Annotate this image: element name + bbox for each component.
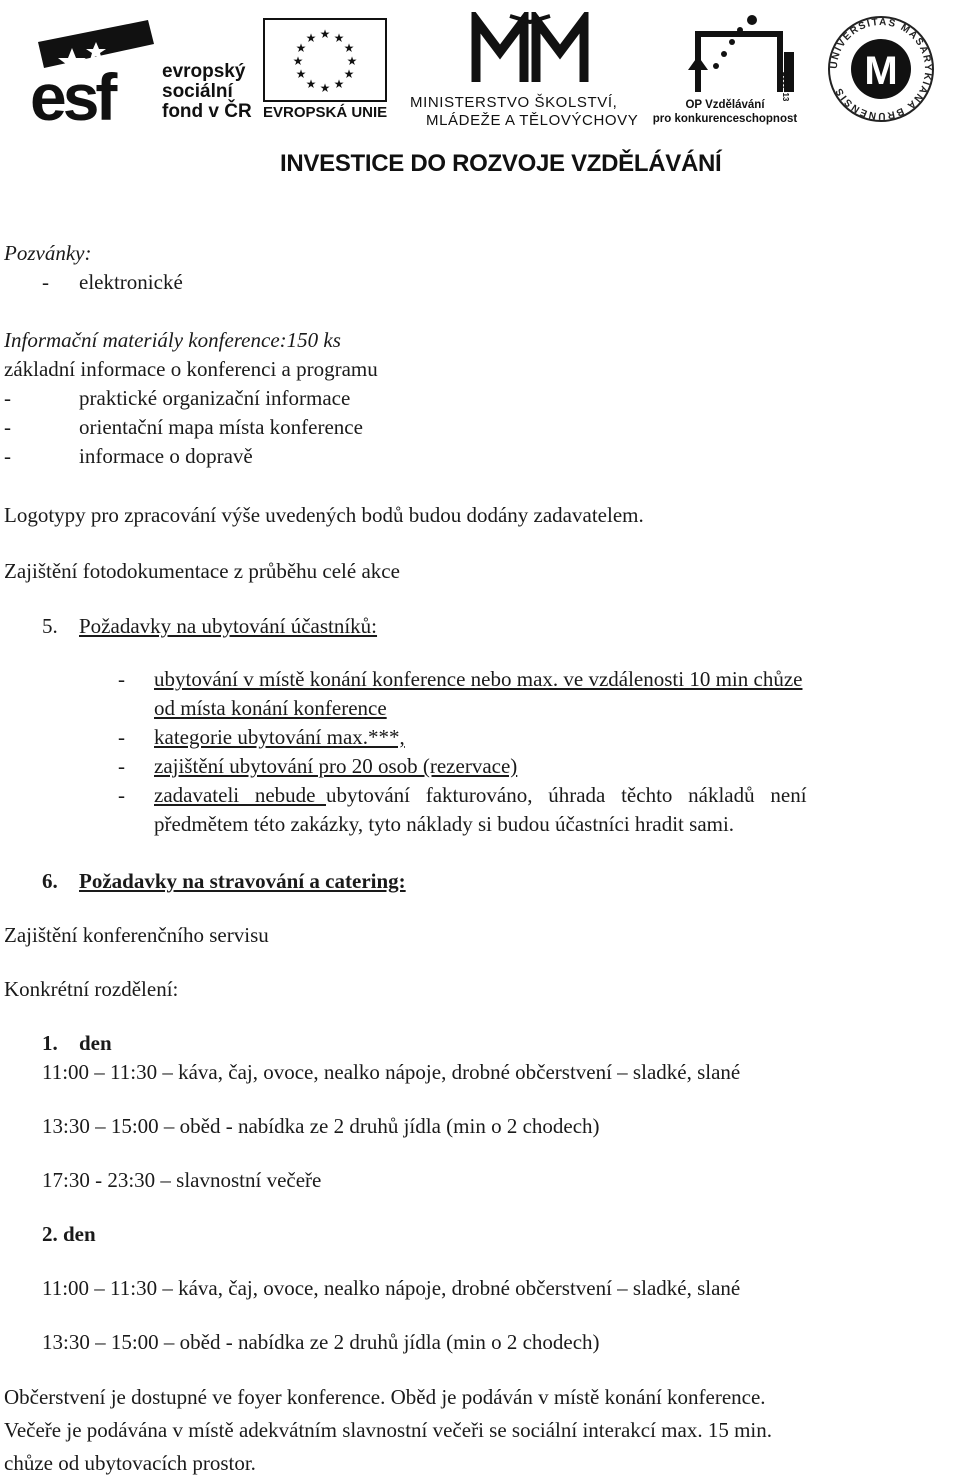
accommodation-rest: ubytování fakturováno, úhrada těchto nákladů není xyxy=(326,783,807,807)
header-slogan: INVESTICE DO ROZVOJE VZDĚLÁVÁNÍ xyxy=(280,150,722,177)
photo-note: Zajištění fotodokumentace z průběhu celé akce xyxy=(4,559,400,583)
schedule-row: 11:00 – 11:30 – káva, čaj, ovoce, nealko nápoje, drobné občerstvení – sladké, slané xyxy=(42,1276,741,1300)
bullet-dash: - xyxy=(4,415,11,439)
svg-text:★: ★ xyxy=(295,41,307,55)
svg-text:★: ★ xyxy=(343,67,355,81)
eu-logo xyxy=(263,18,403,128)
closing-line: chůze od ubytovacích prostor. xyxy=(4,1451,256,1475)
mu-seal-icon xyxy=(826,14,936,124)
materials-item: praktické organizační informace xyxy=(79,386,351,410)
op-line-2: pro konkurenceschopnost xyxy=(652,113,798,125)
bullet-dash: - xyxy=(42,270,49,294)
msmt-logo xyxy=(410,12,650,132)
svg-text:★: ★ xyxy=(343,41,355,55)
breakdown-label: Konkrétní rozdělení: xyxy=(4,977,179,1001)
svg-text:★: ★ xyxy=(305,31,317,45)
section6-number: 6. xyxy=(42,869,58,893)
day1-label: den xyxy=(79,1031,112,1055)
service-note: Zajištění konferenčního servisu xyxy=(4,923,269,947)
eu-flag-icon xyxy=(263,18,387,102)
esf-line-2: sociální xyxy=(162,81,233,102)
msmt-line-2: MLÁDEŽE A TĚLOVÝCHOVY xyxy=(426,112,639,129)
op-line-1: OP Vzdělávání xyxy=(685,99,765,111)
svg-text:★: ★ xyxy=(346,54,358,68)
schedule-row: 13:30 – 15:00 – oběd - nabídka ze 2 druhů jídla (min o 2 chodech) xyxy=(42,1114,600,1138)
bullet-dash: - xyxy=(4,386,11,410)
bullet-dash: - xyxy=(4,444,11,468)
materials-item: orientační mapa místa konference xyxy=(79,415,363,439)
bullet-dash: - xyxy=(118,783,125,807)
mu-seal xyxy=(826,14,936,124)
materials-item: informace o dopravě xyxy=(79,444,253,468)
bullet-dash: - xyxy=(118,667,125,691)
bullet-dash: - xyxy=(118,725,125,749)
day1-number: 1. xyxy=(42,1031,58,1055)
section5-title: Požadavky na ubytování účastníků: xyxy=(79,614,378,638)
section6-title: Požadavky na stravování a catering: xyxy=(79,869,406,893)
schedule-row: 13:30 – 15:00 – oběd - nabídka ze 2 druhů jídla (min o 2 chodech) xyxy=(42,1330,600,1354)
svg-text:★: ★ xyxy=(292,54,304,68)
svg-text:esf: esf xyxy=(30,60,114,128)
accommodation-item: předmětem této zakázky, tyto náklady si budou účastníci hradit sami. xyxy=(154,812,735,836)
mu-ring-text: UNIVERSITAS MASARYKIANA BRUNENSIS xyxy=(828,16,934,122)
svg-text:★: ★ xyxy=(333,77,345,91)
svg-text:★: ★ xyxy=(333,31,345,45)
section5-number: 5. xyxy=(42,614,58,638)
svg-text:★: ★ xyxy=(319,81,331,95)
svg-text:★: ★ xyxy=(319,27,331,41)
accommodation-item xyxy=(154,782,807,808)
closing-line: Občerstvení je dostupné ve foyer konference. Oběd je podáván v místě konání konference. xyxy=(4,1385,766,1409)
svg-text:★: ★ xyxy=(295,67,307,81)
op-years: 2007-13 xyxy=(781,72,790,102)
logos-note: Logotypy pro zpracování výše uvedených bodů budou dodány zadavatelem. xyxy=(4,503,644,527)
msmt-mark-icon xyxy=(470,12,590,92)
closing-line: Večeře je podávána v místě adekvátním slavnostní večeři se sociální interakcí max. 15 min. xyxy=(4,1418,772,1442)
msmt-line-1: MINISTERSTVO ŠKOLSTVÍ, xyxy=(410,94,618,111)
schedule-row: 17:30 - 23:30 – slavnostní večeře xyxy=(42,1168,322,1192)
accommodation-item: kategorie ubytování max.***, xyxy=(154,725,405,749)
eu-label: EVROPSKÁ UNIE xyxy=(263,104,388,121)
bullet-dash: - xyxy=(118,754,125,778)
accommodation-item: ubytování v místě konání konference nebo max. ve vzdálenosti 10 min chůze xyxy=(154,667,803,691)
esf-logo xyxy=(28,18,258,128)
svg-text:★: ★ xyxy=(305,77,317,91)
invitation-item: elektronické xyxy=(79,270,183,294)
op-logo xyxy=(650,12,810,132)
mu-monogram: M xyxy=(864,49,898,93)
accommodation-item: zajištění ubytování pro 20 osob (rezervace) xyxy=(154,754,518,778)
esf-mark-icon xyxy=(28,18,168,128)
invitations-title: Pozvánky: xyxy=(4,241,92,265)
accommodation-item: od místa konání konference xyxy=(154,696,387,720)
materials-intro: základní informace o konferenci a programu xyxy=(4,357,378,381)
day2-label: 2. den xyxy=(42,1222,96,1246)
materials-title: Informační materiály konference:150 ks xyxy=(4,328,341,352)
esf-line-3: fond v ČR xyxy=(162,101,252,122)
logo-header xyxy=(0,0,960,190)
schedule-row: 11:00 – 11:30 – káva, čaj, ovoce, nealko nápoje, drobné občerstvení – sladké, slané xyxy=(42,1060,741,1084)
accommodation-underlined: zadavateli nebude xyxy=(154,783,326,807)
esf-line-1: evropský xyxy=(162,61,246,82)
